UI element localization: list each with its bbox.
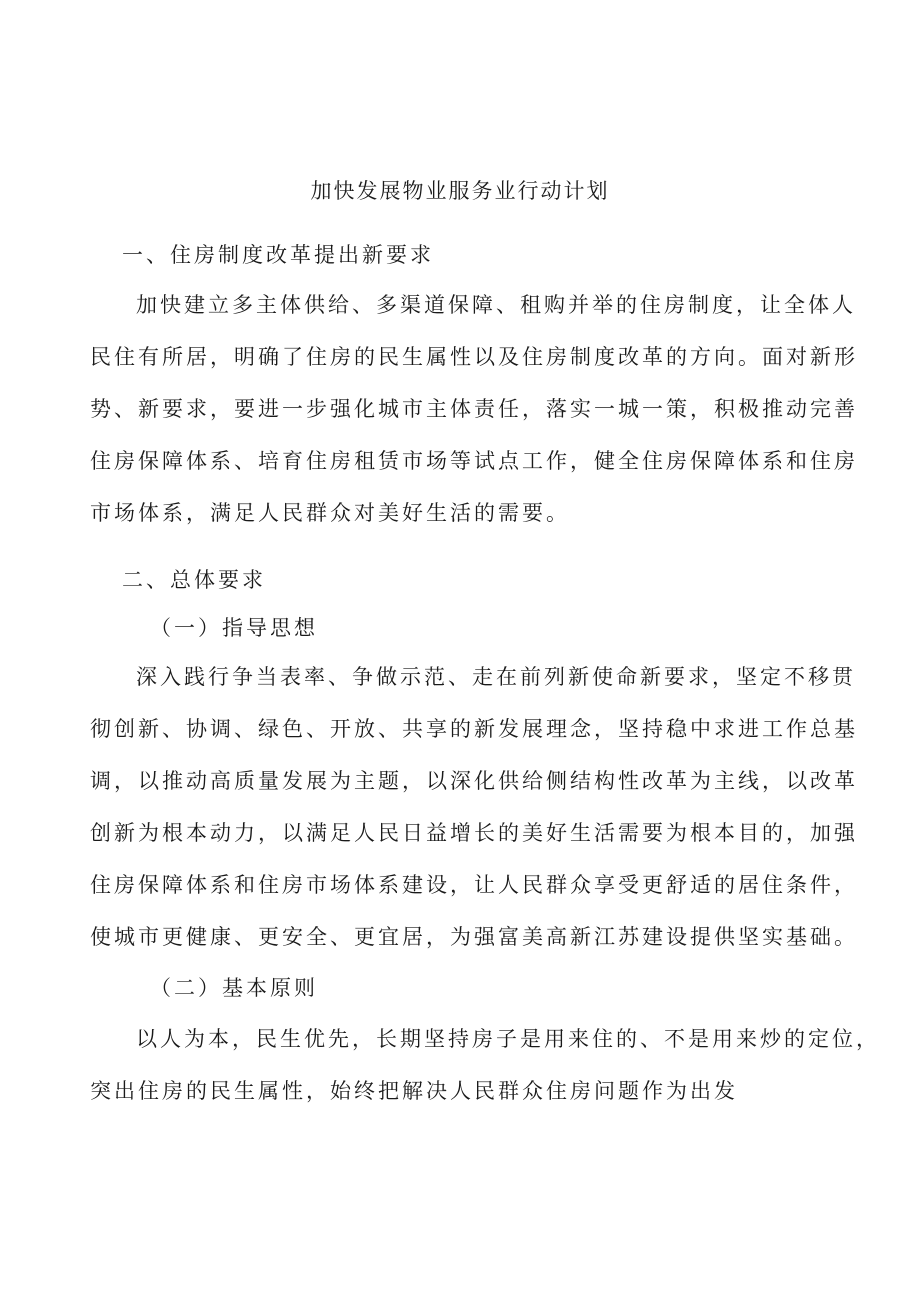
subsection-heading-2: （二）基本原则 [150, 976, 318, 1000]
subsection-heading-1: （一）指导思想 [150, 616, 318, 640]
paragraph-line: 创新为根本动力，以满足人民日益增长的美好生活需要为根本目的，加强 [90, 821, 858, 845]
paragraph-line: 市场体系，满足人民群众对美好生活的需要。 [90, 501, 570, 525]
document-title: 加快发展物业服务业行动计划 [310, 179, 610, 203]
paragraph-line: 住房保障体系、培育住房租赁市场等试点工作，健全住房保障体系和住房 [90, 449, 858, 473]
paragraph-line: 势、新要求，要进一步强化城市主体责任，落实一城一策，积极推动完善 [90, 397, 858, 421]
section-heading-2: 二、总体要求 [122, 568, 266, 592]
paragraph-line: 使城市更健康、更安全、更宜居，为强富美高新江苏建设提供坚实基础。 [90, 925, 858, 949]
paragraph-line: 以人为本，民生优先，长期坚持房子是用来住的、不是用来炒的定位， [136, 1027, 880, 1051]
paragraph-line: 深入践行争当表率、争做示范、走在前列新使命新要求，坚定不移贯 [136, 665, 856, 689]
paragraph-line: 调，以推动高质量发展为主题，以深化供给侧结构性改革为主线，以改革 [90, 769, 858, 793]
paragraph-line: 民住有所居，明确了住房的民生属性以及住房制度改革的方向。面对新形 [90, 345, 858, 369]
paragraph-line: 突出住房的民生属性，始终把解决人民群众住房问题作为出发 [90, 1079, 738, 1103]
section-heading-1: 一、住房制度改革提出新要求 [122, 243, 434, 267]
paragraph-line: 彻创新、协调、绿色、开放、共享的新发展理念，坚持稳中求进工作总基 [90, 717, 858, 741]
paragraph-line: 加快建立多主体供给、多渠道保障、租购并举的住房制度，让全体人 [136, 293, 856, 317]
paragraph-line: 住房保障体系和住房市场体系建设，让人民群众享受更舒适的居住条件， [90, 873, 858, 897]
